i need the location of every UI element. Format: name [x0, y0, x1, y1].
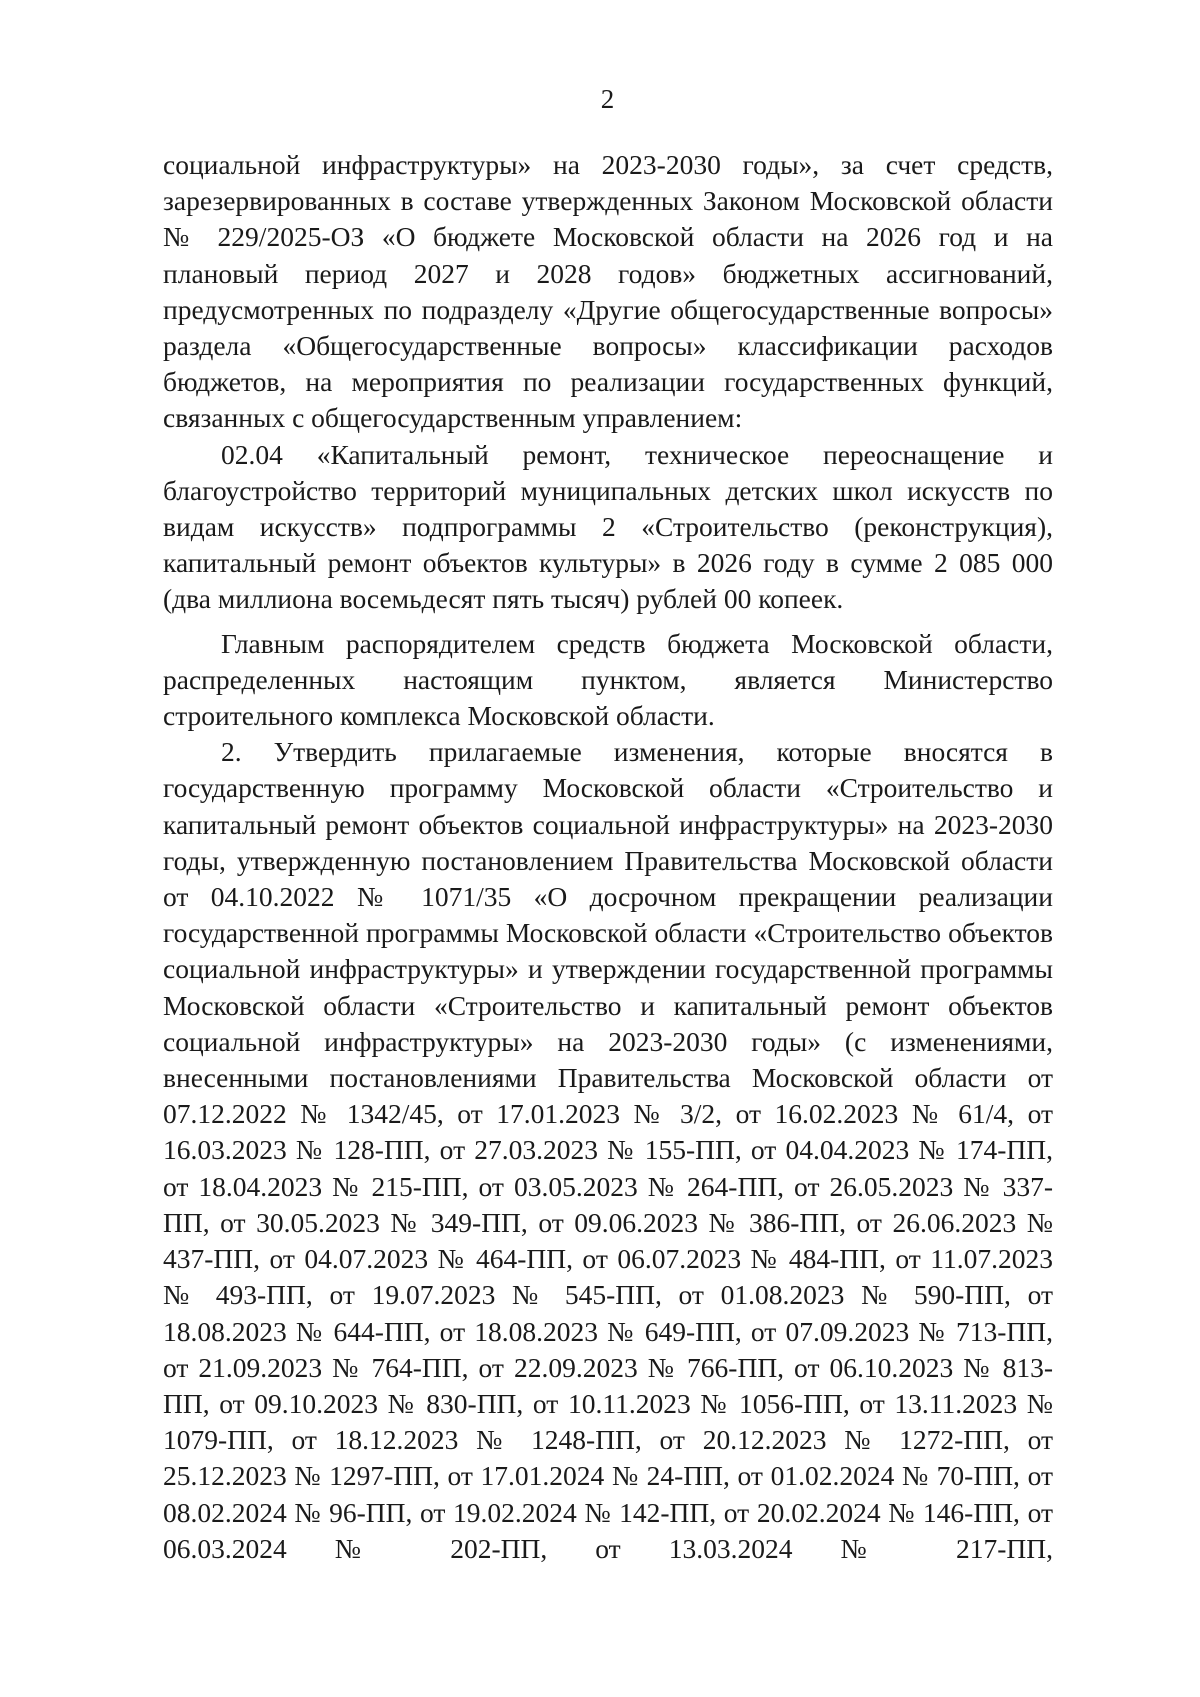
paragraph-approve-changes: 2. Утвердить прилагаемые изменения, которые вносятся в государственную программу Московской области «Строительство и капитальный ремонт объектов социальной инфраструктуры» на 2023-2030 годы, утвержденную постановлением Правительства Московской области от 04.10.2022 № 1071/35 «О досрочном прекращении реализации государственной программы Московской области «Строительство объектов социальной инфраструктуры» и утверждении государственной программы Московской области «Строительство и капитальный ремонт объектов социальной инфраструктуры» на 2023-2030 годы» (с изменениями, внесенными постановлениями Правительства Московской области от 07.12.2022 № 1342/45, от 17.01.2023 № 3/2, от 16.02.2023 № 61/4, от 16.03.2023 № 128-ПП, от 27.03.2023 № 155-ПП, от 04.04.2023 № 174-ПП, от 18.04.2023 № 215-ПП, от 03.05.2023 № 264-ПП, от 26.05.2023 № 337-ПП, от 30.05.2023 № 349-ПП, от 09.06.2023 № 386-ПП, от 26.06.2023 № 437-ПП, от 04.07.2023 № 464-ПП, от 06.07.2023 № 484-ПП, от 11.07.2023 № 493-ПП, от 19.07.2023 № 545-ПП, от 01.08.2023 № 590-ПП, от 18.08.2023 № 644-ПП, от 18.08.2023 № 649-ПП, от 07.09.2023 № 713-ПП, от 21.09.2023 № 764-ПП, от 22.09.2023 № 766-ПП, от 06.10.2023 № 813-ПП, от 09.10.2023 № 830-ПП, от 10.11.2023 № 1056-ПП, от 13.11.2023 № 1079-ПП, от 18.12.2023 № 1248-ПП, от 20.12.2023 № 1272-ПП, от 25.12.2023 № 1297-ПП, от 17.01.2024 № 24-ПП, от 01.02.2024 № 70-ПП, от 08.02.2024 № 96-ПП, от 19.02.2024 № 142-ПП, от 20.02.2024 № 146-ПП, от 06.03.2024 № 202-ПП, от 13.03.2024 № 217-ПП, [163, 736, 1053, 1564]
paragraph-measure-02-04: 02.04 «Капитальный ремонт, техническое переоснащение и благоустройство территорий муниципальных детских школ искусств по видам искусств» подпрограммы 2 «Строительство (реконструкция), капитальный ремонт объектов культуры» в 2026 году в сумме 2 085 000 (два миллиона восемьдесят пять тысяч) рублей 00 копеек. [163, 438, 1053, 615]
paragraph-funding-source: социальной инфраструктуры» на 2023-2030 годы», за счет средств, зарезервированных в составе утвержденных Законом Московской области № 229/2025-ОЗ «О бюджете Московской области на 2026 год и на плановый период 2027 и 2028 годов» бюджетных ассигнований, предусмотренных по подразделу «Другие общегосударственные вопросы» раздела «Общегосударственные вопросы» классификации расходов бюджетов, на мероприятия по реализации государственных функций, связанных с общегосударственным управлением: [163, 149, 1053, 434]
paragraph-chief-administrator: Главным распорядителем средств бюджета Московской области, распределенных настоящим пунктом, является Министерство строительного комплекса Московской области. [163, 627, 1053, 732]
page-number: 2 [600, 84, 615, 114]
document-body [163, 147, 1053, 1567]
